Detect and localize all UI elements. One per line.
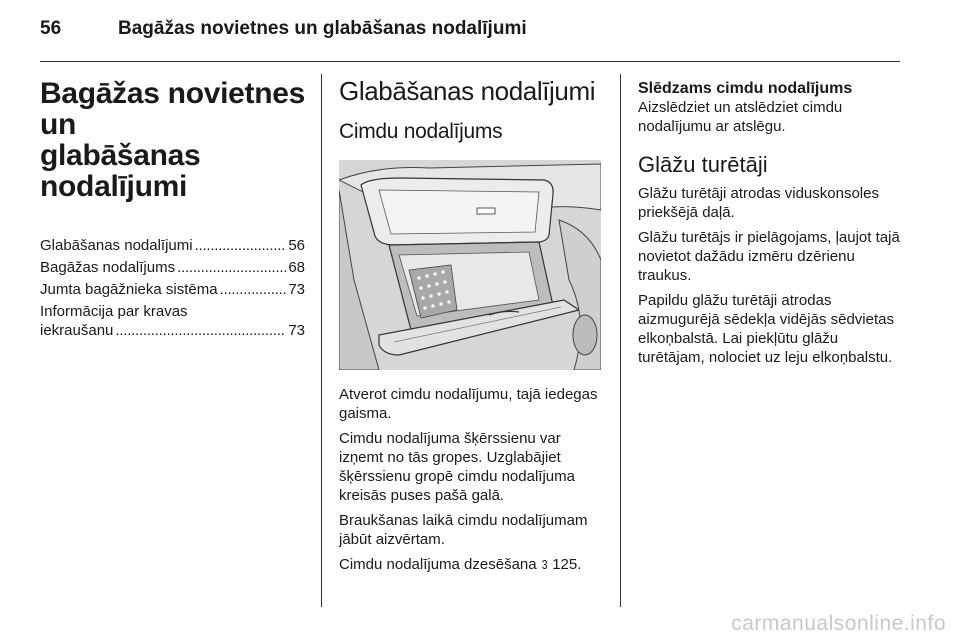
toc-entry-page: 68 bbox=[288, 259, 305, 276]
paragraph: Glāžu turētājs ir pielāgojams, ļaujot tajā novietot dažādu izmēru dzērienu traukus. bbox=[638, 229, 900, 284]
column-divider-2 bbox=[620, 74, 621, 607]
toc-entry[interactable] bbox=[40, 302, 305, 340]
watermark: carmanualsonline.info bbox=[731, 612, 946, 635]
column-3 bbox=[638, 79, 903, 373]
reference-text: Cimdu nodalījuma dzesēšana bbox=[339, 556, 537, 573]
toc-entry-title-line1: Informācija par kravas bbox=[40, 303, 188, 320]
cross-reference[interactable] bbox=[339, 555, 605, 574]
table-of-contents bbox=[40, 236, 305, 340]
paragraph: Cimdu nodalījuma šķērssienu var izņemt no tās gropes. Uzglabājiet šķērssienu gropē cimdu nodalījuma kreisās puses pašā galā. bbox=[339, 430, 575, 504]
toc-entry-page: 56 bbox=[288, 237, 305, 254]
toc-entry-title: Glabāšanas nodalījumi bbox=[40, 237, 193, 254]
toc-entry-page: 73 bbox=[288, 281, 305, 298]
glove-compartment-drawing bbox=[339, 160, 601, 370]
toc-leader bbox=[115, 321, 286, 340]
toc-leader bbox=[177, 258, 286, 277]
section-title: Glabāšanas nodalījumi bbox=[339, 76, 596, 106]
page-reference-arrow-icon: 3 bbox=[541, 557, 548, 572]
glove-compartment-illustration bbox=[339, 160, 601, 370]
paragraph: Papildu glāžu turētāji atrodas aizmugurējā sēdekļa vidējās sēdvietas elkoņbalstā. Lai piekļūtu glāžu turētājam, nolociet uz leju elkoņbalstu. bbox=[638, 292, 894, 366]
page-number: 56 bbox=[40, 18, 62, 39]
header-rule bbox=[40, 61, 900, 62]
reference-page: 125. bbox=[552, 556, 582, 573]
toc-entry[interactable] bbox=[40, 280, 305, 299]
toc-entry-title: Bagāžas nodalījums bbox=[40, 259, 176, 276]
paragraph: Atverot cimdu nodalījumu, tajā iedegas gaisma. bbox=[339, 386, 598, 422]
lockable-compartment-title: Slēdzams cimdu nodalījums bbox=[638, 80, 853, 97]
running-title: Bagāžas novietnes un glabāšanas nodalījumi bbox=[118, 18, 527, 39]
paragraph: Aizslēdziet un atslēdziet cimdu nodalījumu ar atslēgu. bbox=[638, 99, 843, 135]
toc-entry[interactable] bbox=[40, 236, 305, 255]
toc-entry-page: 73 bbox=[288, 322, 305, 339]
chapter-title: Bagāžas novietnes un glabāšanas nodalījumi bbox=[40, 77, 306, 203]
paragraph: Braukšanas laikā cimdu nodalījumam jābūt aizvērtam. bbox=[339, 512, 588, 548]
toc-leader bbox=[220, 280, 287, 299]
paragraph: Glāžu turētāji atrodas viduskonsoles priekšējā daļā. bbox=[638, 185, 879, 221]
column-divider-1 bbox=[321, 74, 322, 607]
column-2 bbox=[339, 76, 605, 580]
toc-entry-title: Jumta bagāžnieka sistēma bbox=[40, 281, 218, 298]
cupholders-title: Glāžu turētāji bbox=[638, 152, 768, 177]
lockable-text bbox=[638, 98, 903, 136]
toc-entry[interactable] bbox=[40, 258, 305, 277]
toc-entry-title-line2: iekraušanu bbox=[40, 322, 114, 339]
column-1 bbox=[40, 78, 305, 343]
subsection-title: Cimdu nodalījums bbox=[339, 120, 503, 143]
cupholders-text bbox=[638, 184, 903, 367]
toc-leader bbox=[195, 236, 287, 255]
glovebox-text bbox=[339, 385, 605, 574]
